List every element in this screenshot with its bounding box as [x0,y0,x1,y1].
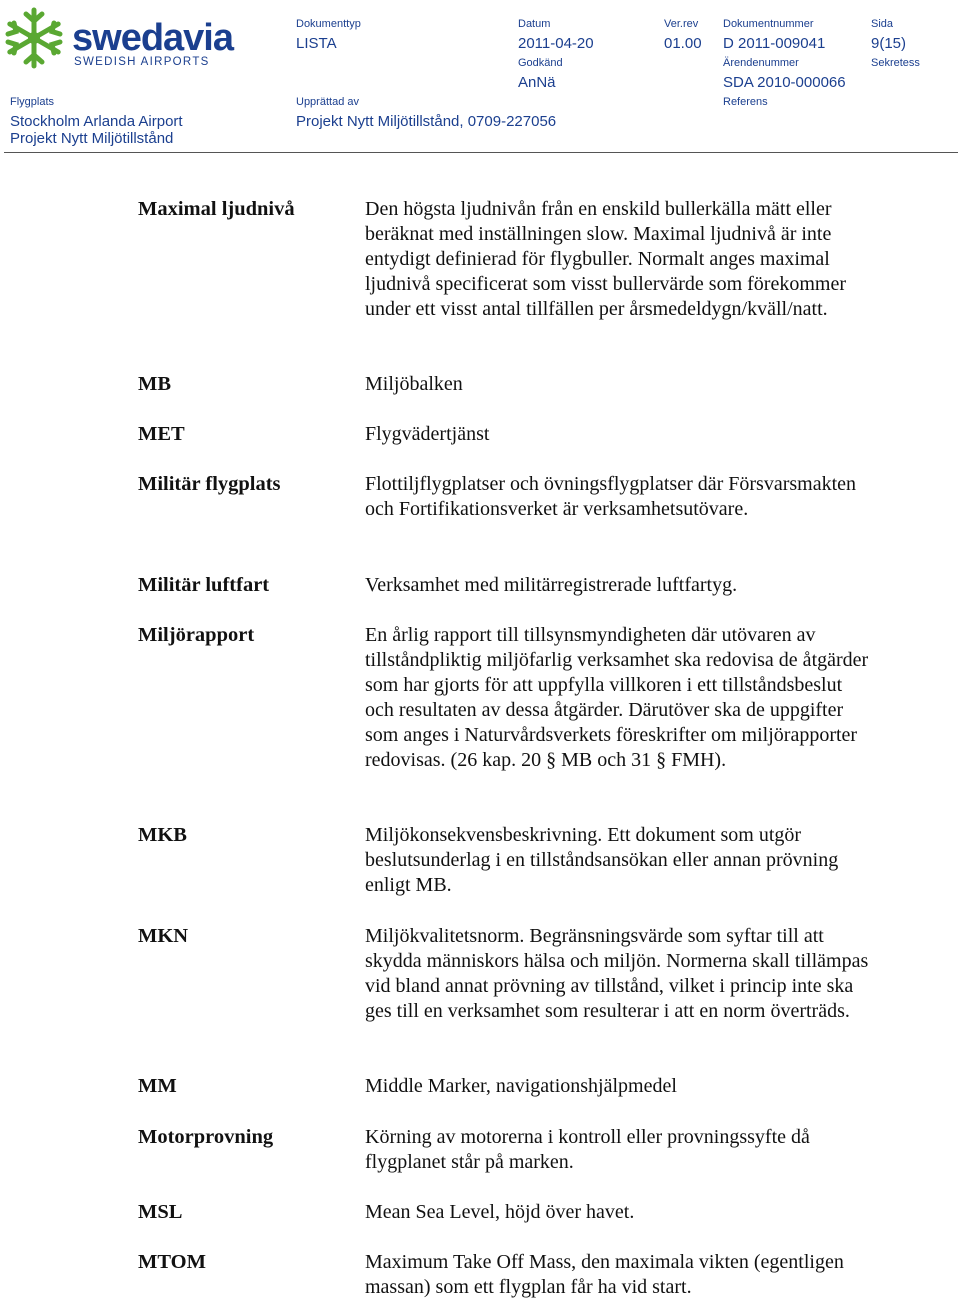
swedavia-logo [2,4,233,70]
value-dokumenttyp: LISTA [296,35,337,52]
header-divider [4,152,958,153]
glossary-term: MET [138,423,185,445]
label-dokumenttyp: Dokumenttyp [296,18,361,30]
label-verrev: Ver.rev [664,18,699,30]
glossary-definition: Miljöbalken [365,373,463,395]
label-arendenummer: Ärendenummer [723,57,799,69]
glossary-term: MKN [138,925,189,947]
label-upprattad-av: Upprättad av [296,96,359,108]
glossary-term: MM [138,1075,177,1097]
brand-wordmark: swedavia [72,17,233,59]
glossary-definition: Flygvädertjänst [365,423,490,445]
glossary-definition: Körning av motorerna i kontroll eller provningssyfte då flygplanet står på marken. [365,1126,810,1174]
value-godkand: AnNä [518,74,556,91]
label-dokumentnummer: Dokumentnummer [723,18,814,30]
value-verrev: 01.00 [664,35,702,52]
glossary-term: MSL [138,1201,183,1223]
glossary-term: Militär flygplats [138,473,281,495]
glossary-definition: Flottiljflygplatser och övningsflygplatser där Försvarsmakten och Fortifikationsverket är verksamhetsutövare. [365,473,857,521]
value-dokumentnummer: D 2011-009041 [723,35,826,52]
label-sida: Sida [871,18,894,30]
glossary-term: MKB [138,824,187,846]
glossary-definition: Maximum Take Off Mass, den maximala vikten (egentligen massan) som ett flygplan får ha vid start. [365,1251,844,1299]
glossary-term: MTOM [138,1251,206,1273]
label-datum: Datum [518,18,551,30]
value-datum: 2011-04-20 [518,35,594,52]
glossary-term: Miljörapport [138,624,255,646]
brand-tagline: SWEDISH AIRPORTS [74,56,210,68]
glossary-term: MB [138,373,172,395]
glossary-definition: Verksamhet med militärregistrerade luftfartyg. [365,574,738,596]
glossary-definition: Miljökonsekvensbeskrivning. Ett dokument som utgör beslutsunderlag i en tillståndsansökan eller annan prövning enligt MB. [365,824,839,897]
glossary-term: Maximal ljudnivå [138,198,295,220]
glossary-definition: Den högsta ljudnivån från en enskild bullerkälla mätt eller beräknat med inställningen slow. Maximal ljudnivå är inte entydigt definierad för flygbuller. Normalt anges maximal ljudnivå specificerat som visst bullervärde som förekommer under ett visst antal tillfällen per årsmedeldygn/kväll/natt. [365,198,846,321]
value-projekt: Projekt Nytt Miljötillstånd [10,130,174,147]
value-sida: 9(15) [871,35,907,52]
glossary-definition: En årlig rapport till tillsynsmyndigheten där utövaren av tillståndpliktig miljöfarlig verksamhet ska redovisa de åtgärder som har gjorts för att uppfylla villkoren i ett tillståndsbeslut och resultaten av dessa åtgärder. Därutöver ska de uppgifter som anges i Naturvårdsverkets föreskrifter om miljörapporter redovisas. (26 kap. 20 § MB och 31 § FMH). [365,624,869,772]
label-flygplats: Flygplats [10,96,55,108]
value-flygplats: Stockholm Arlanda Airport [10,113,183,130]
glossary-definition: Middle Marker, navigationshjälpmedel [365,1075,677,1097]
label-referens: Referens [723,96,768,108]
snowflake-icon [2,6,66,70]
value-upprattad-av: Projekt Nytt Miljötillstånd, 0709-227056 [296,113,557,130]
glossary-term: Motorprovning [138,1126,274,1148]
glossary-term: Militär luftfart [138,574,270,596]
glossary-definition: Mean Sea Level, höjd över havet. [365,1201,635,1223]
label-godkand: Godkänd [518,57,563,69]
glossary-definition: Miljökvalitetsnorm. Begränsningsvärde som syftar till att skydda människors hälsa och miljön. Normerna skall tillämpas vid bland annat prövning av tillstånd, vilket i princip inte ska ges till en verksamhet som resulterar i att en norm överträds. [365,925,869,1023]
value-arendenummer: SDA 2010-000066 [723,74,846,91]
label-sekretess: Sekretess [871,57,920,69]
document-header [0,0,960,156]
